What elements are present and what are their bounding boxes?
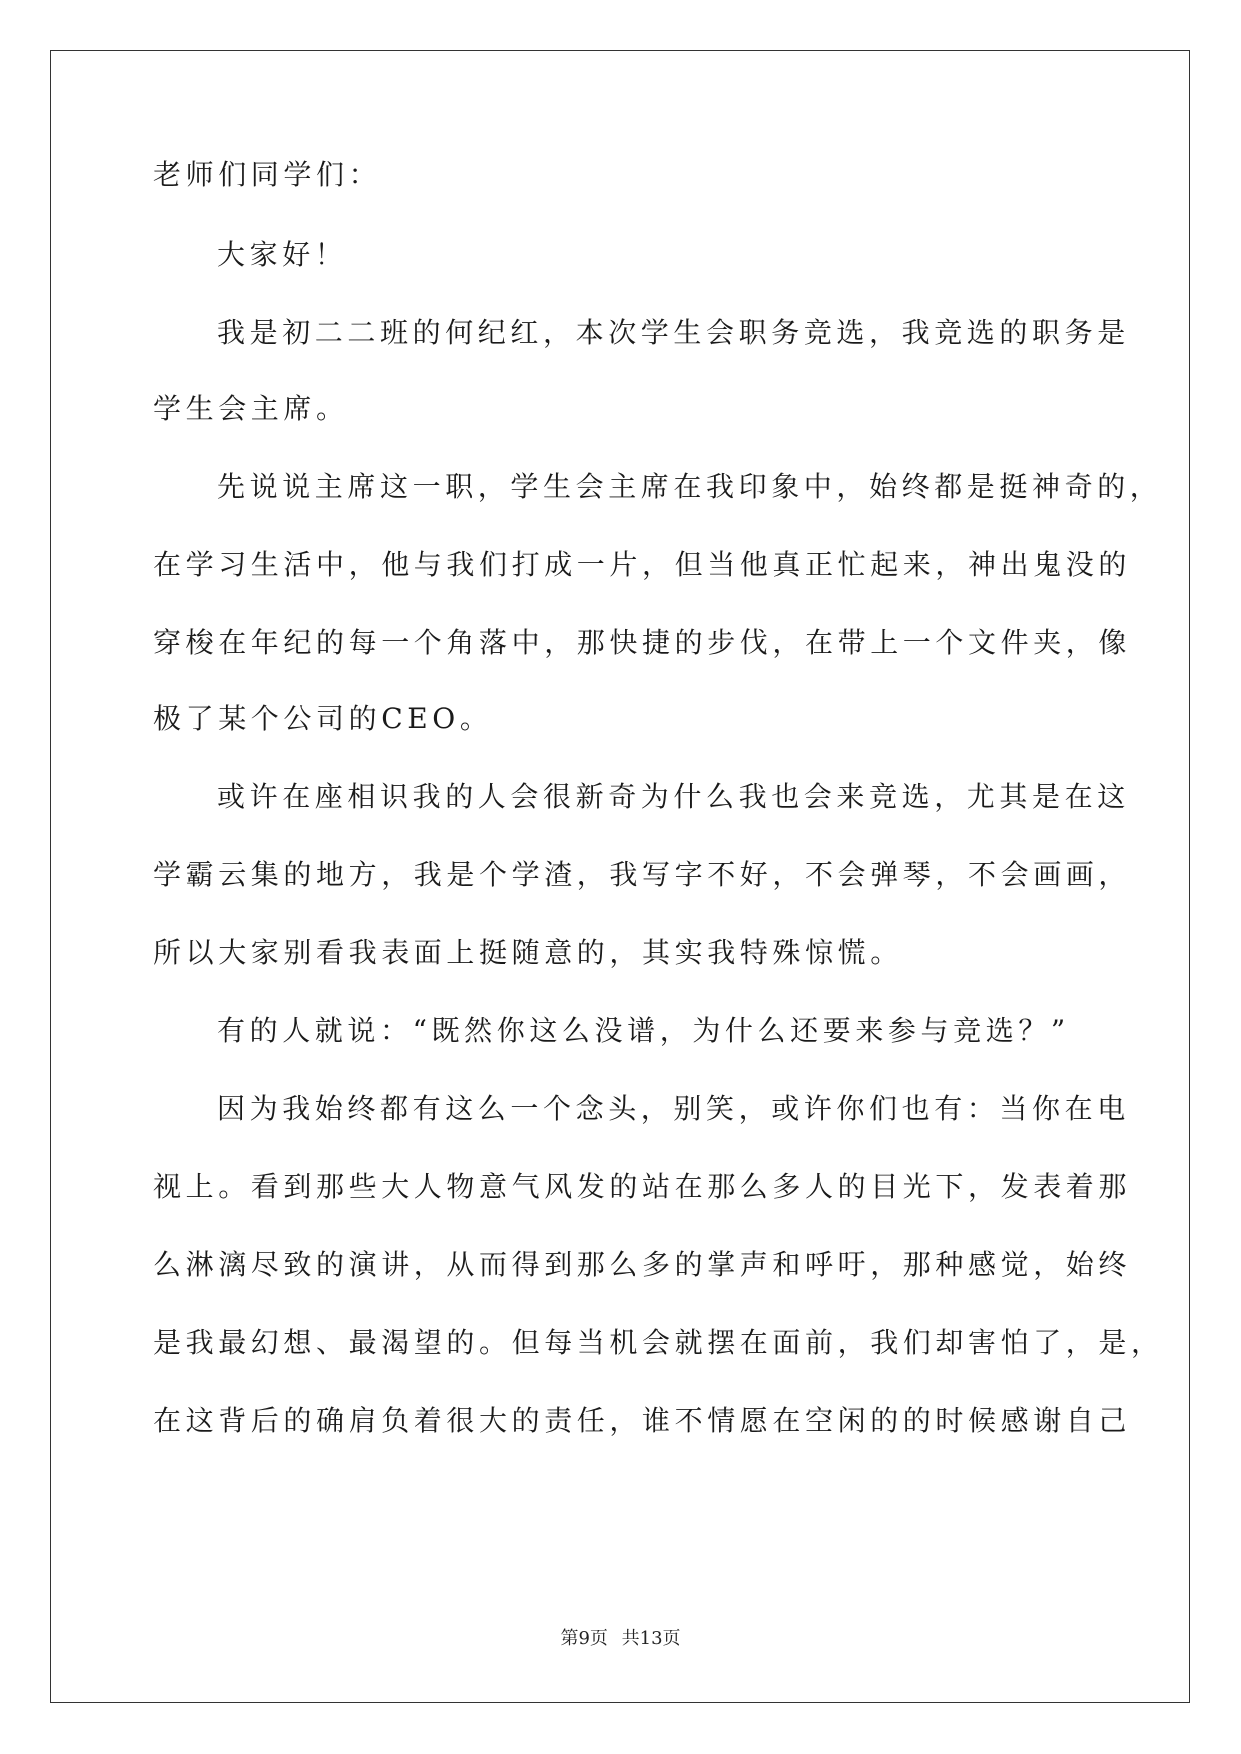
text-line: 视上。看到那些大人物意气风发的站在那么多人的目光下，发表着那 bbox=[153, 1170, 1132, 1203]
text-line: 我是初二二班的何纪红，本次学生会职务竞选，我竞选的职务是 bbox=[217, 316, 1130, 349]
text-line: 先说说主席这一职，学生会主席在我印象中，始终都是挺神奇的， bbox=[217, 470, 1163, 503]
text-line: 在学习生活中，他与我们打成一片，但当他真正忙起来，神出鬼没的 bbox=[153, 548, 1132, 581]
text-line: 或许在座相识我的人会很新奇为什么我也会来竞选，尤其是在这 bbox=[217, 780, 1130, 813]
text-line: 学生会主席。 bbox=[153, 392, 349, 425]
text-line: 老师们同学们： bbox=[153, 158, 382, 191]
text-line: 所以大家别看我表面上挺随意的，其实我特殊惊慌。 bbox=[153, 936, 903, 969]
text-line: 穿梭在年纪的每一个角落中，那快捷的步伐，在带上一个文件夹，像 bbox=[153, 626, 1132, 659]
page-footer bbox=[0, 1624, 1241, 1650]
text-line: 学霸云集的地方，我是个学渣，我写字不好，不会弹琴，不会画画， bbox=[153, 858, 1132, 891]
text-line: 是我最幻想、最渴望的。但每当机会就摆在面前，我们却害怕了，是， bbox=[153, 1326, 1164, 1359]
text-line: 有的人就说：“既然你这么没谱，为什么还要来参与竞选？” bbox=[217, 1014, 1070, 1047]
text-line: 么淋漓尽致的演讲，从而得到那么多的掌声和呼吁，那种感觉，始终 bbox=[153, 1248, 1132, 1281]
text-line: 极了某个公司的CEO。 bbox=[153, 702, 493, 735]
text-line: 大家好！ bbox=[217, 238, 348, 271]
text-line: 因为我始终都有这么一个念头，别笑，或许你们也有：当你在电 bbox=[217, 1092, 1130, 1125]
total-pages: 共13页 bbox=[621, 1628, 681, 1649]
page-number: 第9页 bbox=[560, 1628, 608, 1649]
text-line: 在这背后的确肩负着很大的责任，谁不情愿在空闲的的时候感谢自己 bbox=[153, 1404, 1132, 1437]
